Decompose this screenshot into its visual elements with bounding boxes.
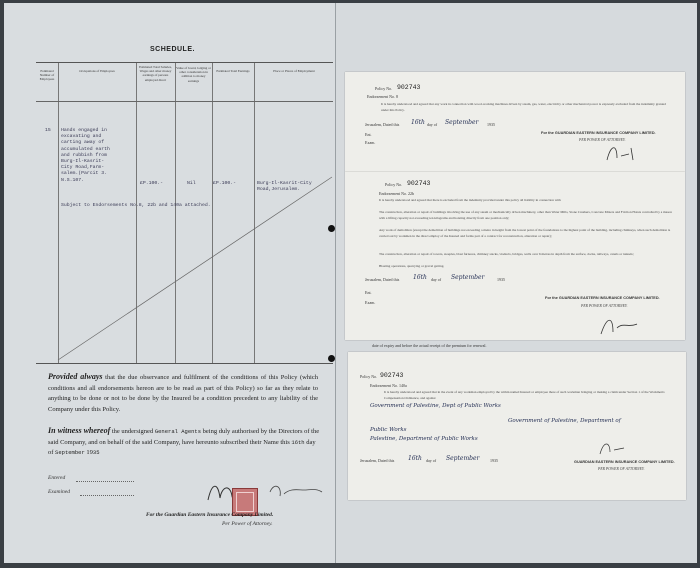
date-day: 16th: [408, 455, 422, 462]
row-place: Burg-Il-Kasrit-City Road,Jerusalem.: [257, 181, 312, 193]
date-prefix: Jerusalem, Dated this: [365, 122, 400, 127]
column-header: Estimated Number of Employees: [39, 69, 55, 82]
date-month: September: [451, 274, 485, 281]
endorsement-slip-140a: [348, 352, 686, 500]
date-year: 1935: [497, 277, 505, 282]
company-signature-line: For the Guardian Eastern Insurance Company Limited.: [146, 512, 274, 518]
endorsement-number: Endorsement No. 140a: [370, 383, 407, 388]
entered-line: [76, 481, 134, 482]
exam-label: Exam.: [365, 300, 376, 305]
policy-label: Policy No.: [385, 182, 403, 187]
handwritten-insured: Public Works: [370, 427, 407, 433]
day-of: day of: [427, 122, 438, 127]
exclusion-intro: It is hereby understood and agreed that there is excluded from the indemnity provided under this policy all liability in connection with: [379, 198, 561, 202]
date-month: September: [445, 119, 479, 126]
per-power-of-attorney: PER POWER OF ATTORNEY.: [581, 304, 628, 308]
row-board: Nil: [187, 181, 196, 186]
date-month: September: [446, 455, 480, 462]
row-occupation: Hands engaged in excavating and carting away of accumulated earth and rubbish from Burg-Il-Kasrit- City Road,Farm- salem.(Parcit 3. N.S.107.: [61, 128, 110, 183]
column-header: Value of board, lodging or other consideration in addition to money earnings: [176, 66, 211, 83]
entered-label: Entered: [48, 475, 66, 481]
endorsement-slip-22b: [345, 172, 685, 340]
column-header: Occupations of Employees: [79, 69, 115, 73]
cancel-diagonal-line: [36, 62, 333, 362]
witness-text: being duly authorised by the Directors of the said Company, and on behalf of the said Company, have hereunto subscribed their Name this: [48, 428, 320, 446]
policy-label: Policy No.: [360, 374, 378, 379]
proviso-clause: [48, 372, 318, 415]
witness-text: the undersigned: [110, 428, 155, 435]
ent-label: Ent.: [365, 290, 372, 295]
day-of: day of: [426, 458, 437, 463]
endorsement-number: Endorsement No. 22b: [379, 191, 414, 196]
company-name: For the GUARDIAN EASTERN INSURANCE COMPANY LIMITED.: [545, 296, 660, 300]
handwritten-signature: [596, 438, 636, 458]
subject-note: Subject to Endorsements No.8, 22b and 140a attached.: [61, 203, 211, 208]
renewal-note: date of expiry and before the actual receipt of the premium for renewal.: [372, 343, 487, 348]
schedule-title: SCHEDULE.: [150, 46, 195, 53]
per-power-of-attorney: PER POWER OF ATTORNEY.: [598, 467, 645, 471]
per-power-of-attorney: PER POWER OF ATTORNEY.: [579, 138, 626, 142]
row-salaries: £P.100.-: [140, 181, 164, 186]
exclusion-item: Blasting operations, quarrying or gravel getting.: [379, 264, 445, 268]
date-prefix: Jerusalem, Dated this: [365, 277, 400, 282]
endorsement-body: It is hereby understood and agreed that any work in connection with wood-working machines driven by steam, gas, water, electricity or other mechanical power is expressly excluded from the indemnity granted under this Policy.: [381, 102, 666, 112]
witness-month: September: [55, 449, 85, 456]
policy-number: 902743: [407, 180, 431, 187]
date-prefix: Jerusalem, Dated this: [360, 458, 395, 463]
date-day: 16th: [413, 274, 427, 281]
date-year: 1935: [487, 122, 495, 127]
witness-text: day of: [48, 438, 316, 456]
witness-day: 16th: [291, 438, 305, 446]
company-name: GUARDIAN EASTERN INSURANCE COMPANY LIMITED.: [574, 460, 675, 464]
witness-agents: General Agents: [154, 428, 202, 435]
per-power-of-attorney: Per Power of Attorney.: [222, 521, 273, 527]
date-day: 16th: [411, 119, 425, 126]
exam-label: Exam.: [365, 140, 376, 145]
exclusion-item: The construction, alteration or repair of towers, steeples, blast furnaces, chimney stacks, viaducts, bridges, wells over 6 metres in depth from the surface, docks, railways, canals or tunnels;: [379, 252, 634, 256]
policy-number: 902743: [380, 372, 404, 379]
handwritten-insured: Government of Palestine, Department of: [508, 418, 621, 424]
day-of: day of: [431, 277, 442, 282]
policy-label: Policy No.: [375, 86, 393, 91]
witness-lead: In witness whereof: [48, 426, 111, 435]
proviso-text: that the due observance and fulfilment of the conditions of this Policy (which conditions and all endorsements hereon are to be read as part of this Policy) so far as they relate to anything to be done or not to be done by the Insured be a condition precedent to any liability of the Company under this Policy.: [48, 374, 319, 413]
endorsement-body: It is hereby understood and agreed that in the event of any workman employed by the within named Insured or employee there of such workman bringing or making a claim under Section 1 of the Workmen's Compensation Ordinance, and against: [384, 390, 665, 400]
witness-year: 35: [92, 449, 100, 456]
handwritten-insured: Government of Palestine, Dept of Public Works: [370, 403, 501, 409]
handwritten-signature: [200, 478, 330, 508]
witness-text: 19: [84, 449, 93, 456]
handwritten-insured: Palestine, Department of Public Works: [370, 436, 478, 442]
endorsement-slip-8: [345, 72, 685, 172]
examined-label: Examined: [48, 489, 70, 495]
proviso-lead: Provided always: [48, 372, 103, 381]
column-header: Estimated Total Earnings: [216, 69, 250, 73]
row-total: £P.100.-: [213, 181, 237, 186]
date-year: 1935: [490, 458, 498, 463]
ent-label: Ent.: [365, 132, 372, 137]
exclusion-item: Any work of demolition (except the demolition of buildings not exceeding a metre in height from the lowest point of the foundations to the highest point of the building, including chimneys, when such demolition is carried out by workmen in the direct employ of the Insured and forms part of a contract for reconstruction, alteration or repair);: [379, 228, 671, 238]
examined-line: [80, 495, 134, 496]
endorsement-number: Endorsement No. 8: [367, 94, 398, 99]
column-header: Estimated Total Salaries, Wages and other money earnings of persons employed direct: [139, 65, 172, 82]
policy-number: 902743: [397, 84, 421, 91]
witness-clause: [48, 426, 320, 459]
row-number: 15: [45, 128, 51, 133]
column-header: Place or Places of Employment: [273, 69, 315, 73]
exclusion-item: The construction, alteration or repair of buildings involving the use of any steam or mechanically driven machinery, other than Water Mills, Stone Crushers, Concrete Mixers and Friction Hoists controlled by a mason with a lifting capacity not exceeding ten kilograms and hoisting directly from one position only;: [379, 210, 672, 220]
handwritten-signature: [603, 142, 643, 164]
handwritten-signature: [597, 312, 647, 338]
company-name: For the GUARDIAN EASTERN INSURANCE COMPANY LIMITED.: [541, 131, 656, 135]
